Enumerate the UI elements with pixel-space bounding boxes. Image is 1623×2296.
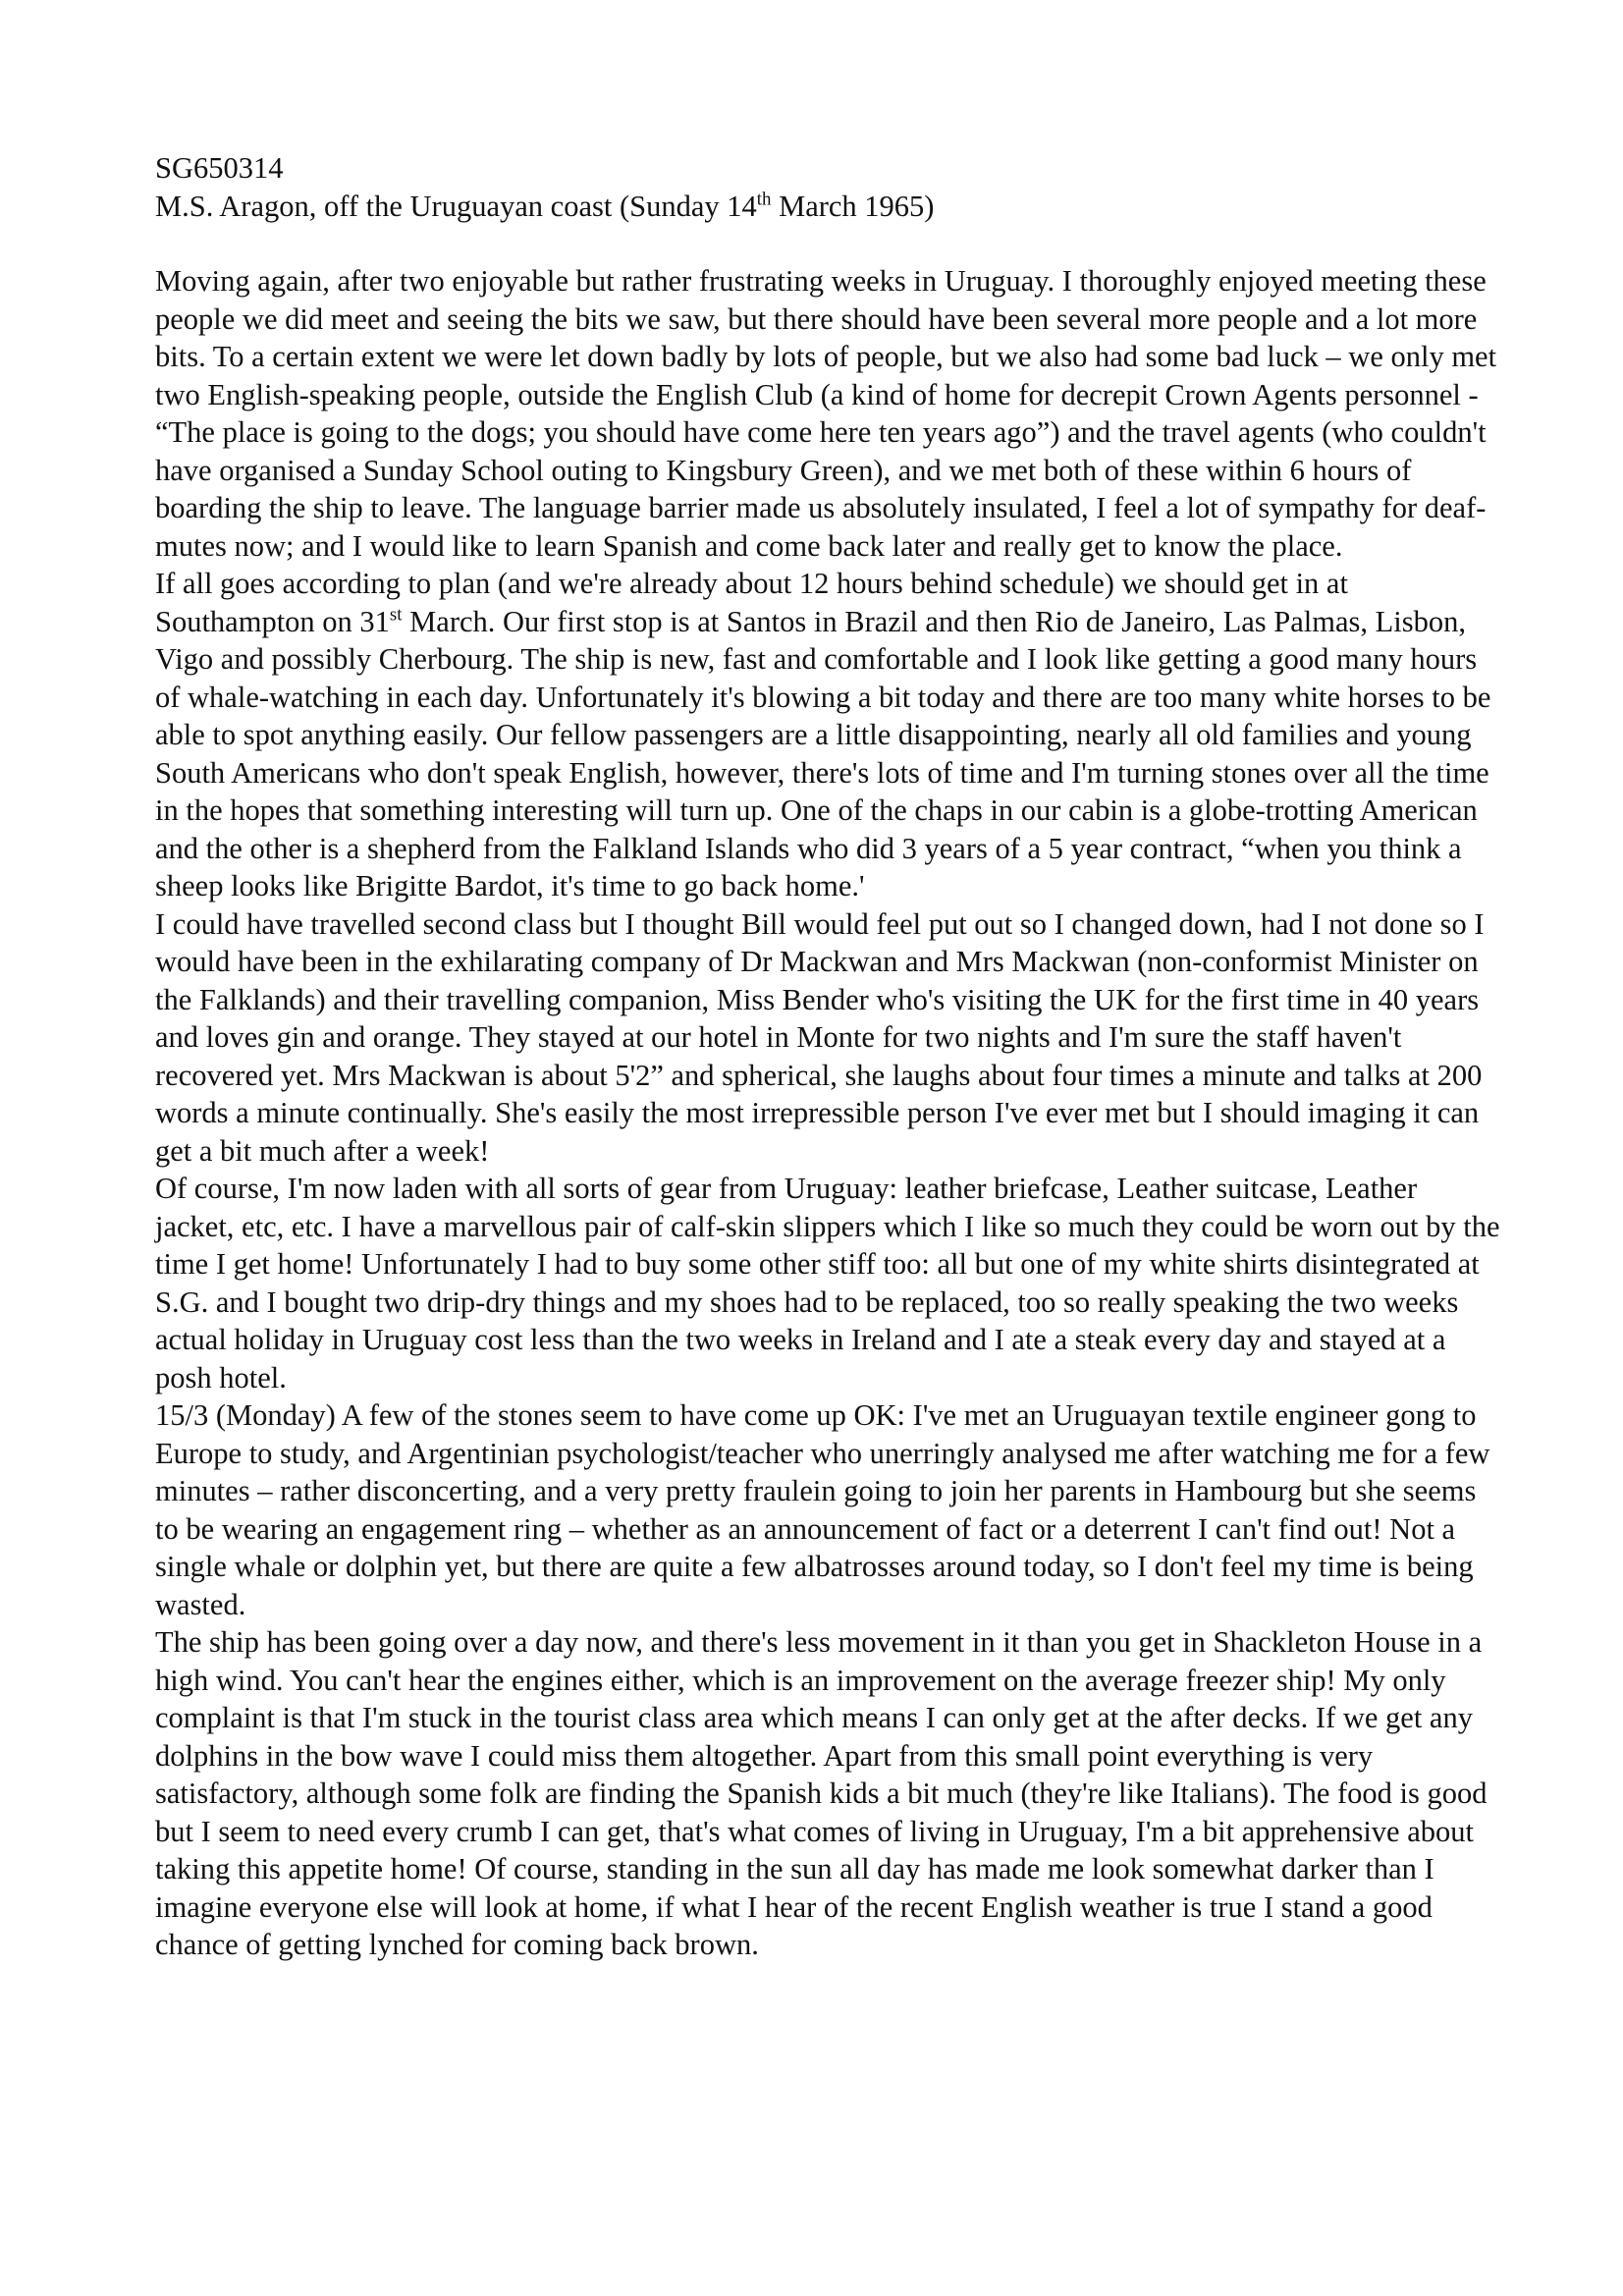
paragraph-monday-entry: 15/3 (Monday) A few of the stones seem to have come up OK: I've met an Uruguayan textile engineer gong to Europe to study, and Argentinian psychologist/teacher who unerringly analysed me after watching me for a few minutes – rather disconcerting, and a very pretty fraulein going to join her parents in Hambourg but she seems to be wearing an engagement ring – whether as an announcement of fact or a deterrent I can't find out! Not a single whale or dolphin yet, but there are quite a few albatrosses around today, so I don't feel my time is being wasted.: [155, 1398, 1490, 1621]
heading-text: M.S. Aragon, off the Uruguayan coast (Sunday 14: [155, 189, 757, 223]
paragraph-purchases: Of course, I'm now laden with all sorts of gear from Uruguay: leather briefcase, Leather suitcase, Leather jacket, etc, etc. I have a marvellous pair of calf-skin slippers which I like so much they could be worn out by the time I get home! Unfortunately I had to buy some other stiff too: all but one of my white shirts disintegrated at S.G. and I bought two drip-dry things and my shoes had to be replaced, too so really speaking the two weeks actual holiday in Uruguay cost less than the two weeks in Ireland and I ate a steak every day and stayed at a posh hotel.: [155, 1172, 1500, 1394]
paragraph-fellow-travellers: I could have travelled second class but I thought Bill would feel put out so I changed down, had I not done so I would have been in the exhilarating company of Dr Mackwan and Mrs Mackwan (non-conformist Minister on the Falklands) and their travelling companion, Miss Bender who's visiting the UK for the first time in 40 years and loves gin and orange. They stayed at our hotel in Monte for two nights and I'm sure the staff haven't recovered yet. Mrs Mackwan is about 5'2” and spherical, she laughs about four times a minute and talks at 200 words a minute continually. She's easily the most irrepressible person I've ever met but I should imaging it can get a bit much after a week!: [155, 906, 1485, 1168]
letter-page: [155, 149, 1500, 1964]
paragraph-voyage-plan-start: If all goes according to plan (and we're already about 12 hours behind schedule) we should get in at Southampton on 31: [155, 567, 1348, 638]
document-id: SG650314: [155, 151, 284, 185]
paragraph-voyage-plan: [155, 565, 1500, 905]
heading-text-end: March 1965): [771, 189, 935, 223]
paragraph-uruguay-summary: Moving again, after two enjoyable but rather frustrating weeks in Uruguay. I thoroughly enjoyed meeting these people we did meet and seeing the bits we saw, but there should have been several more people and a lot more bits. To a certain extent we were let down badly by lots of people, but we also had some bad luck – we only met two English-speaking people, outside the English Club (a kind of home for decrepit Crown Agents personnel - “The place is going to the dogs; you should have come here ten years ago”) and the travel agents (who couldn't have organised a Sunday School outing to Kingsbury Green), and we met both of these within 6 hours of boarding the ship to leave. The language barrier made us absolutely insulated, I feel a lot of sympathy for deaf-mutes now; and I would like to learn Spanish and come back later and really get to know the place.: [155, 264, 1497, 563]
heading-ordinal-suffix: th: [756, 188, 772, 209]
date-ordinal-suffix: st: [389, 603, 403, 625]
paragraph-voyage-plan-rest: March. Our first stop is at Santos in Brazil and then Rio de Janeiro, Las Palmas, Lisbon, Vigo and possibly Cherbourg. The ship is new, fast and comfortable and I look like getting a good many hours of whale-watching in each day. Unfortunately it's blowing a bit today and there are too many white horses to be able to spot anything easily. Our fellow passengers are a little disappointing, nearly all old families and young South Americans who don't speak English, however, there's lots of time and I'm turning stones over all the time in the hopes that something interesting will turn up. One of the chaps in our cabin is a globe-trotting American and the other is a shepherd from the Falkland Islands who did 3 years of a 5 year contract, “when you think a sheep looks like Brigitte Bardot, it's time to go back home.': [155, 604, 1491, 902]
paragraph-ship-life: The ship has been going over a day now, and there's less movement in it than you get in Shackleton House in a high wind. You can't hear the engines either, which is an improvement on the average freezer ship! My only complaint is that I'm stuck in the tourist class area which means I can only get at the after decks. If we get any dolphins in the bow wave I could miss them altogether. Apart from this small point everything is very satisfactory, although some folk are finding the Spanish kids a bit much (they're like Italians). The food is good but I seem to need every crumb I can get, that's what comes of living in Uruguay, I'm a bit apprehensive about taking this appetite home! Of course, standing in the sun all day has made me look somewhat darker than I imagine everyone else will look at home, if what I hear of the recent English weather is true I stand a good chance of getting lynched for coming back brown.: [155, 1625, 1488, 1961]
letter-heading: [155, 188, 1500, 226]
paragraph-gap: [155, 225, 1500, 262]
